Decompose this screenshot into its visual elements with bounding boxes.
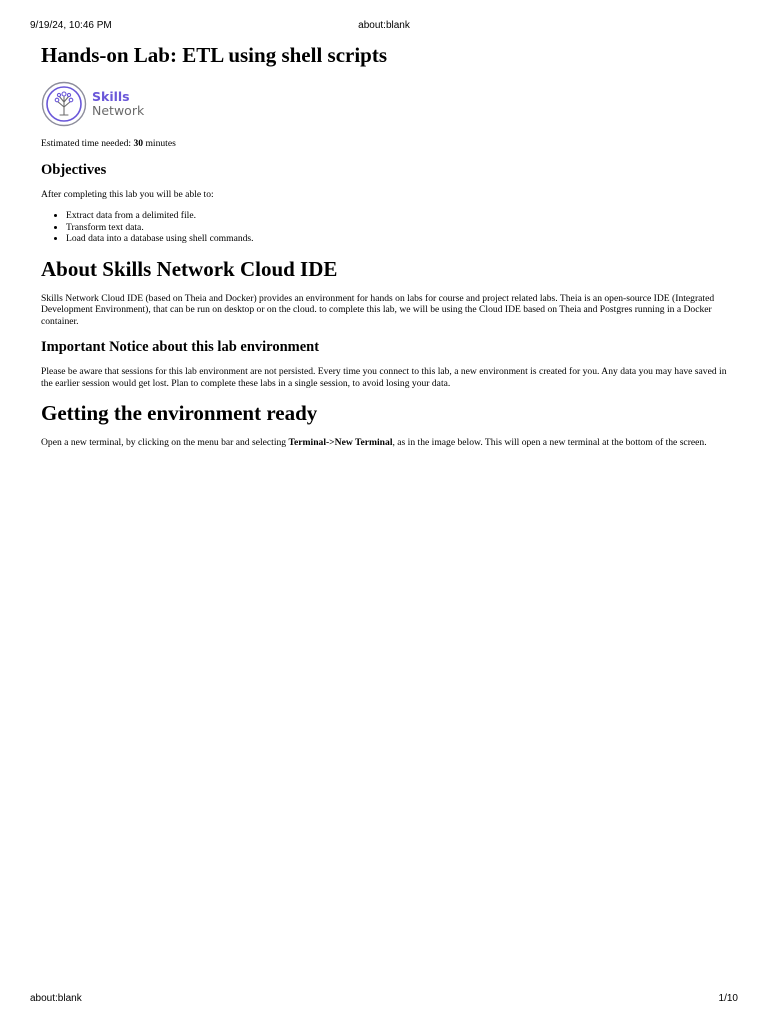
estimated-time-value: 30 [133,138,144,149]
document-content [41,40,731,460]
skills-network-tree-icon [41,81,87,127]
objectives-intro: After completing this lab you will be able to: [41,188,214,200]
estimated-time-suffix: minutes [143,138,176,149]
logo-wordmark [92,90,144,118]
objectives-heading: Objectives [41,161,107,178]
logo-text-skills: Skills [92,89,130,104]
skills-network-logo [41,80,731,128]
about-paragraph: Skills Network Cloud IDE (based on Theia and Docker) provides an environment for hands on labs for course and project related labs. Theia is an open-source IDE (Integrated Development Environment), that can be run on desktop or on the cloud. to complete this lab, we will be using the Cloud IDE based on Theia and Postgres running in a Docker container. [41,292,715,327]
logo-text-network: Network [92,103,145,118]
terminal-menu-path: Terminal->New Terminal [288,437,393,448]
objective-item: • Load data into a database using shell commands. [66,233,731,245]
estimated-time-prefix: Estimated time needed: [41,138,134,149]
objective-item: • Extract data from a delimited file. [66,210,731,222]
page-title: Hands-on Lab: ETL using shell scripts [41,43,388,67]
print-footer-url: about:blank [30,993,82,1004]
print-datetime: 9/19/24, 10:46 PM [30,20,112,31]
about-heading: About Skills Network Cloud IDE [41,256,338,281]
notice-heading: Important Notice about this lab environment [41,339,320,355]
page-number: 1/10 [718,993,738,1004]
objective-item: • Transform text data. [66,222,731,234]
environment-text-after: , as in the image below. This will open a new terminal at the bottom of the screen. [392,437,707,448]
environment-paragraph [41,437,731,449]
environment-text-before: Open a new terminal, by clicking on the menu bar and selecting [41,437,289,448]
print-footer [30,993,738,1007]
print-header-url: about:blank [358,20,410,31]
print-header [30,20,738,34]
notice-paragraph: Please be aware that sessions for this lab environment are not persisted. Every time you connect to this lab, a new environment is created for you. Any data you may have saved in the earlier session would get lost. Plan to complete these labs in a single session, to avoid losing your data. [41,366,727,389]
objectives-list [41,210,731,245]
estimated-time [41,138,731,150]
environment-heading: Getting the environment ready [41,401,318,425]
